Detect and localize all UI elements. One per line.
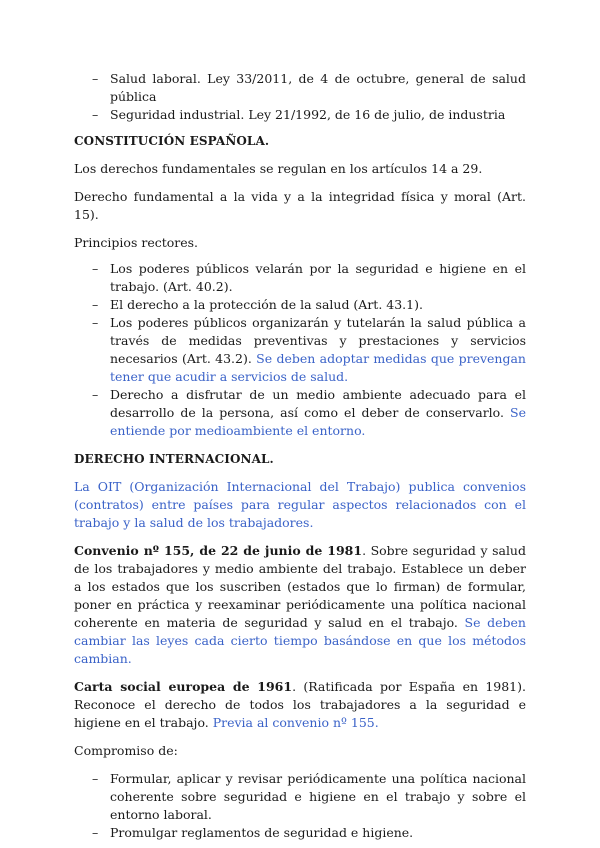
oit-paragraph: La OIT (Organización Internacional del Trabajo) publica convenios (contratos) entre países para regular aspectos relacionados con el trabajo y la salud de los trabajadores. bbox=[74, 479, 526, 530]
paragraph: Derecho fundamental a la vida y a la integridad física y moral (Art. 15). bbox=[74, 189, 526, 222]
list-item: – Salud laboral. Ley 33/2011, de 4 de octubre, general de salud pública bbox=[92, 70, 526, 106]
section-heading-internacional: DERECHO INTERNACIONAL. bbox=[74, 452, 274, 466]
convenio-paragraph: Convenio nº 155, de 22 de junio de 1981. Sobre seguridad y salud de los trabajadores y medio ambiente del trabajo. Establece un deber a los estados que los suscriben (estados que lo firman) de formular, poner en práctica y reexaminar periódicamente una política nacional coherente en materia de seguridad y salud en el trabajo. Se deben cambiar las leyes cada cierto tiempo basándose en que los métodos cambian. bbox=[74, 543, 526, 666]
paragraph: Los derechos fundamentales se regulan en los artículos 14 a 29. bbox=[74, 161, 483, 176]
top-list bbox=[74, 70, 526, 124]
carta-paragraph: Carta social europea de 1961. (Ratificada por España en 1981). Reconoce el derecho de todos los trabajadores a la seguridad e higiene en el trabajo. Previa al convenio nº 155. bbox=[74, 679, 526, 730]
list-item: – Derecho a disfrutar de un medio ambiente adecuado para el desarrollo de la persona, así como el deber de conservarlo. Se entiende por medioambiente el entorno. bbox=[92, 386, 526, 440]
annotation-note: Se deben adoptar medidas que prevengan tener que acudir a servicios de salud. bbox=[110, 351, 526, 384]
paragraph: Compromiso de: bbox=[74, 743, 178, 758]
annotation-note: Se entiende por medioambiente el entorno. bbox=[110, 405, 526, 438]
carta-title: Carta social europea de 1961 bbox=[74, 679, 293, 694]
paragraph: Principios rectores. bbox=[74, 235, 199, 250]
annotation-note: Previa al convenio nº 155. bbox=[212, 715, 379, 730]
principios-list bbox=[74, 260, 526, 440]
convenio-title: Convenio nº 155, de 22 de junio de 1981 bbox=[74, 543, 363, 558]
list-item: – Promulgar reglamentos de seguridad e higiene. bbox=[92, 824, 526, 842]
compromiso-list bbox=[74, 770, 526, 842]
section-heading-constitucion: CONSTITUCIÓN ESPAÑOLA. bbox=[74, 134, 270, 148]
list-item: – Los poderes públicos organizarán y tutelarán la salud pública a través de medidas preventivas y prestaciones y servicios necesarios (Art. 43.2). Se deben adoptar medidas que prevengan tener que acudir a servicios de salud. bbox=[92, 314, 526, 386]
list-item: – Seguridad industrial. Ley 21/1992, de 16 de julio, de industria bbox=[92, 106, 526, 124]
list-item: – Formular, aplicar y revisar periódicamente una política nacional coherente sobre seguridad e higiene en el trabajo y sobre el entorno laboral. bbox=[92, 770, 526, 824]
list-item: – El derecho a la protección de la salud (Art. 43.1). bbox=[92, 296, 526, 314]
annotation-note: Se deben cambiar las leyes cada cierto tiempo basándose en que los métodos cambian. bbox=[74, 615, 526, 666]
list-item: – Los poderes públicos velarán por la seguridad e higiene en el trabajo. (Art. 40.2). bbox=[92, 260, 526, 296]
